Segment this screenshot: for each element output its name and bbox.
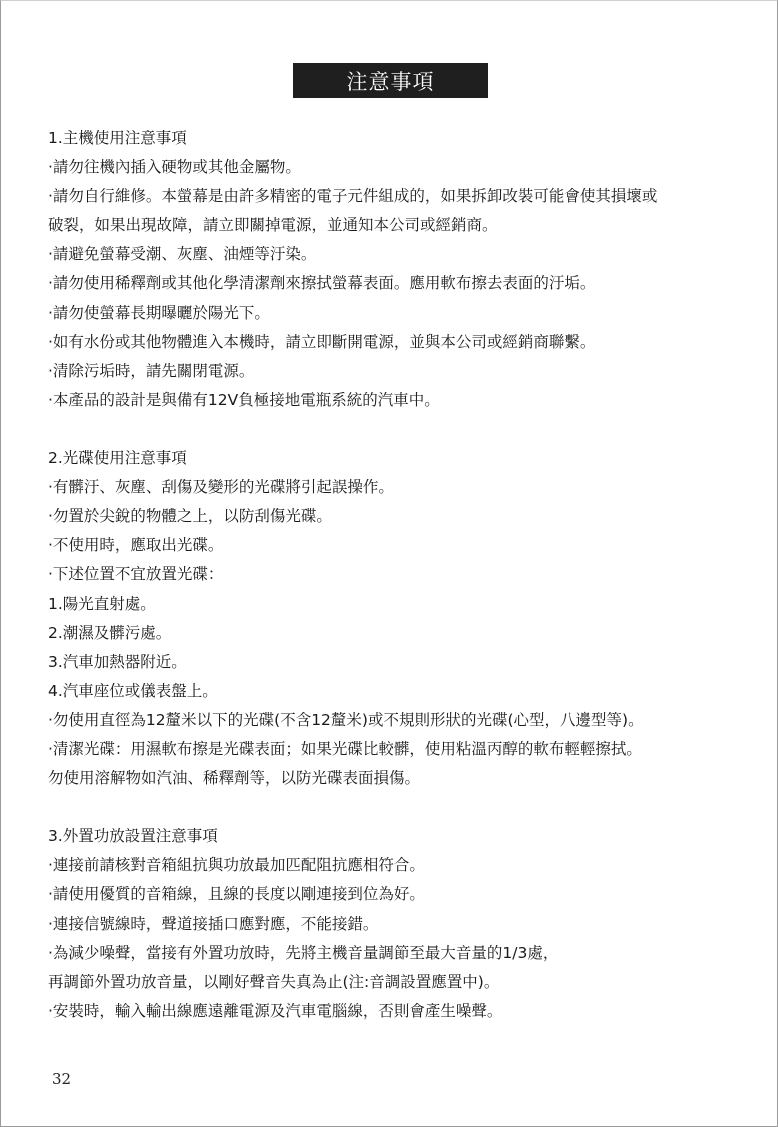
- note-line: ·勿使用直徑為12釐米以下的光碟(不含12釐米)或不規則形狀的光碟(心型，八邊型等)。: [48, 710, 644, 729]
- section-spacer: [48, 793, 748, 822]
- note-line: 再調節外置功放音量，以剛好聲音失真為止(注:音調設置應置中)。: [48, 972, 500, 991]
- section-spacer: [48, 415, 748, 444]
- note-line: ·請勿使螢幕長期曝曬於陽光下。: [48, 303, 270, 322]
- note-line: ·下述位置不宜放置光碟：: [48, 565, 224, 584]
- note-line: 4.汽車座位或儀表盤上。: [48, 681, 218, 700]
- note-line: 2.潮濕及髒污處。: [48, 623, 172, 642]
- page-title-text: 注意事項: [346, 69, 435, 94]
- page-title: [293, 63, 488, 98]
- note-line: ·安裝時，輸入輸出線應遠離電源及汽車電腦線，否則會產生噪聲。: [48, 1001, 503, 1020]
- note-line: ·為減少噪聲，當接有外置功放時，先將主機音量調節至最大音量的1/3處，: [48, 943, 559, 962]
- note-line: ·請避免螢幕受潮、灰塵、油煙等汙染。: [48, 245, 317, 264]
- note-line: ·如有水份或其他物體進入本機時，請立即斷開電源，並與本公司或經銷商聯繫。: [48, 332, 596, 351]
- section-heading: 3.外置功放設置注意事項: [48, 827, 218, 846]
- section-disc: [48, 444, 748, 793]
- note-line: ·請勿使用稀釋劑或其他化學清潔劑來擦拭螢幕表面。應用軟布擦去表面的汙垢。: [48, 274, 596, 293]
- note-line: 勿使用溶解物如汽油、稀釋劑等，以防光碟表面損傷。: [48, 769, 421, 788]
- note-line: ·請使用優質的音箱線，且線的長度以剛連接到位為好。: [48, 885, 425, 904]
- note-line: 1.陽光直射處。: [48, 594, 156, 613]
- notes-content: [48, 124, 748, 1026]
- note-line: ·不使用時，應取出光碟。: [48, 536, 224, 555]
- page-number: 32: [52, 1070, 72, 1088]
- section-external-amplifier: [48, 822, 748, 1026]
- note-line: 破裂，如果出現故障，請立即關掉電源，並通知本公司或經銷商。: [48, 216, 498, 235]
- note-line: ·連接信號線時，聲道接插口應對應，不能接錯。: [48, 914, 379, 933]
- note-line: ·連接前請核對音箱組抗與功放最加匹配阻抗應相符合。: [48, 856, 425, 875]
- section-main-unit: [48, 124, 748, 415]
- note-line: ·清潔光碟：用濕軟布擦是光碟表面；如果光碟比較髒，使用粘溫丙醇的軟布輕輕擦拭。: [48, 739, 642, 758]
- note-line: ·勿置於尖銳的物體之上，以防刮傷光碟。: [48, 507, 332, 526]
- note-line: ·清除污垢時，請先關閉電源。: [48, 361, 255, 380]
- note-line: ·有髒汙、灰塵、刮傷及變形的光碟將引起誤操作。: [48, 478, 394, 497]
- note-line: ·請勿往機內插入硬物或其他金屬物。: [48, 158, 301, 177]
- note-line: ·本產品的設計是與備有12V負極接地電瓶系統的汽車中。: [48, 390, 440, 409]
- note-line: 3.汽車加熱器附近。: [48, 652, 187, 671]
- section-heading: 2.光碟使用注意事項: [48, 449, 187, 468]
- section-heading: 1.主機使用注意事項: [48, 129, 187, 147]
- note-line: ·請勿自行維修。本螢幕是由許多精密的電子元件組成的，如果拆卸改裝可能會使其損壞或: [48, 187, 658, 206]
